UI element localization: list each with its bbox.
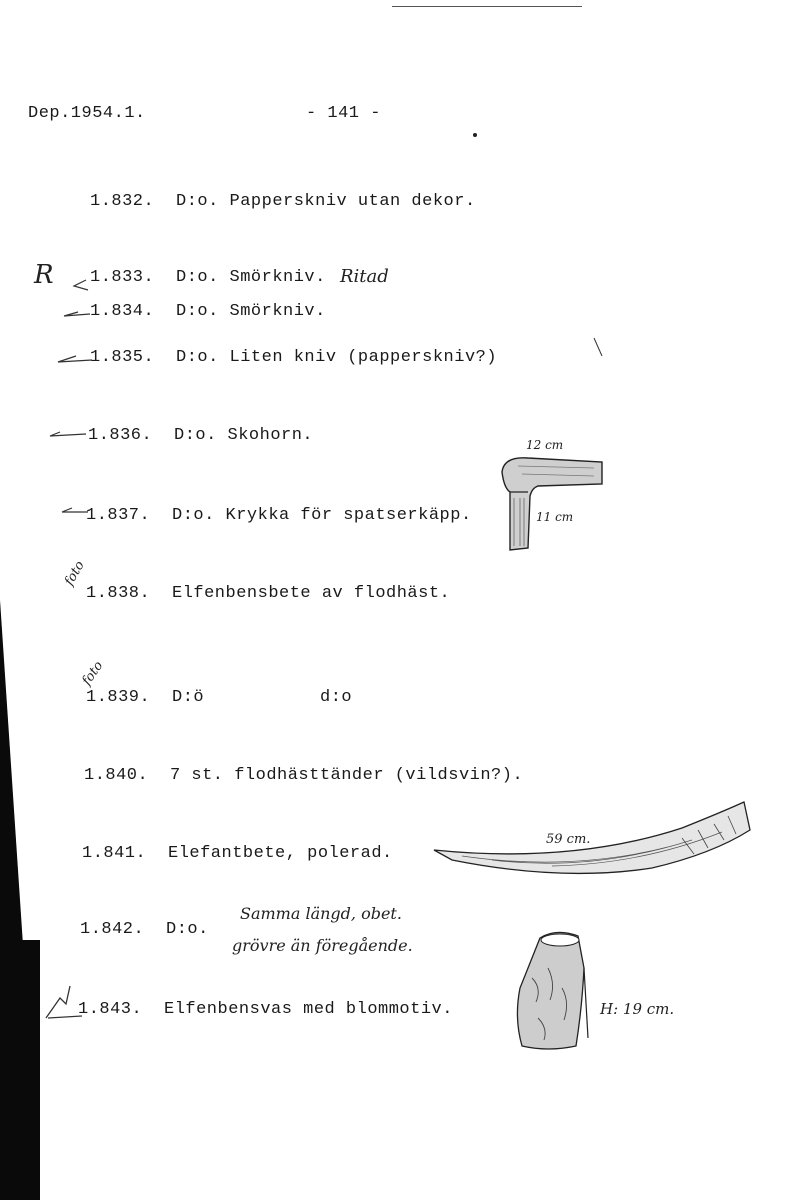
- entry-number: 1.833.: [90, 268, 155, 287]
- header-ref: Dep.1954.1.: [28, 104, 146, 123]
- entry-description: D:o. Smörkniv.: [176, 302, 326, 321]
- entry-number: 1.842.: [80, 920, 145, 939]
- entry-number: 1.839.: [86, 688, 151, 707]
- entry-number: 1.836.: [88, 426, 153, 445]
- note-same-length: Samma längd, obet.: [240, 904, 402, 923]
- entry-number: 1.843.: [78, 1000, 143, 1019]
- stroke-mark: [592, 336, 604, 360]
- speck: [470, 130, 480, 140]
- entry-description: D:ö: [172, 688, 205, 707]
- check-marks: [56, 268, 96, 378]
- cane-width-note: 12 cm: [526, 438, 564, 452]
- entry-description: D:o.: [166, 920, 209, 939]
- entry-number: 1.840.: [84, 766, 149, 785]
- cane-height-note: 11 cm: [536, 510, 574, 524]
- entry-description: Elfenbensvas med blommotiv.: [164, 1000, 453, 1019]
- r-mark: R: [34, 260, 54, 290]
- ivory-vase-sketch: [508, 928, 598, 1056]
- page-number: - 141 -: [306, 104, 381, 123]
- scan-shadow-lower: [0, 940, 40, 1200]
- note-thicker: grövre än föregående.: [232, 936, 413, 955]
- entry-description: Elefantbete, polerad.: [168, 844, 393, 863]
- top-rule: [392, 6, 582, 7]
- entry-description: D:o. Skohorn.: [174, 426, 314, 445]
- handwritten-ritad: Ritad: [340, 266, 389, 287]
- entry-description: D:o. Smörkniv.: [176, 268, 326, 287]
- entry-ditto: d:o: [320, 688, 353, 707]
- tusk-length-note: 59 cm.: [546, 832, 591, 847]
- entry-number: 1.835.: [90, 348, 155, 367]
- entry-description: D:o. Papperskniv utan dekor.: [176, 192, 476, 211]
- entry-number: 1.837.: [86, 506, 151, 525]
- entry-number: 1.841.: [82, 844, 147, 863]
- handwritten-foto: foto: [61, 558, 88, 589]
- entry-description: D:o. Liten kniv (papperskniv?): [176, 348, 498, 367]
- elephant-tusk-sketch: [432, 794, 752, 884]
- handwritten-foto: foto: [79, 658, 107, 689]
- entry-description: D:o. Krykka för spatserkäpp.: [172, 506, 472, 525]
- entry-description: Elfenbensbete av flodhäst.: [172, 584, 451, 603]
- entry-number: 1.832.: [90, 192, 155, 211]
- check-marks: [46, 420, 90, 520]
- cane-handle-sketch: [498, 452, 608, 552]
- check-mark: [44, 984, 84, 1024]
- entry-number: 1.838.: [86, 584, 151, 603]
- entry-description: 7 st. flodhästtänder (vildsvin?).: [170, 766, 524, 785]
- entry-number: 1.834.: [90, 302, 155, 321]
- vase-height-note: H: 19 cm.: [600, 1000, 675, 1018]
